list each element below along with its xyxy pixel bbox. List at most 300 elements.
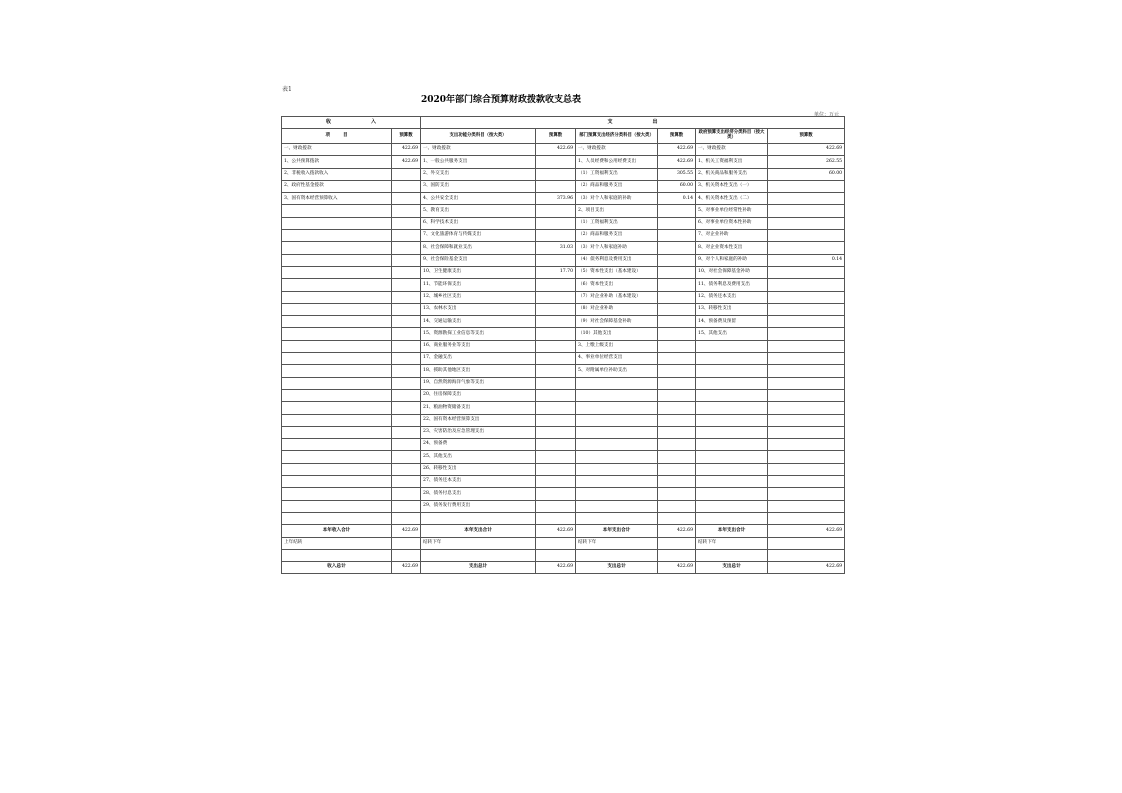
label-cell [282,279,392,291]
label-cell: 10、对社会保障基金补助 [696,266,768,278]
label-cell: 9、社会保险基金支出 [421,254,536,266]
label-cell [696,476,768,488]
amount-cell [768,193,845,205]
amount-cell [392,205,421,217]
amount-cell: 60.00 [768,168,845,180]
label-cell: 14、交通运输支出 [421,316,536,328]
amount-cell [536,316,576,328]
dept-econ-header: 部门预算支出经济分类科目（按大类） [576,129,658,144]
amount-cell [392,389,421,401]
label-cell: 上年结转 [282,537,392,549]
empty-cell [536,512,576,524]
amount-cell [768,402,845,414]
amount-cell [658,402,696,414]
label-cell [576,451,658,463]
label-cell [696,340,768,352]
amount-cell [658,279,696,291]
amount-cell [658,254,696,266]
label-cell [282,500,392,512]
label-cell [282,328,392,340]
amount-cell [658,500,696,512]
amount-cell [536,414,576,426]
amount-cell [658,365,696,377]
amount-cell [392,168,421,180]
amount-cell [392,365,421,377]
amount-cell [536,217,576,229]
label-cell: 一、财政拨款 [282,144,392,156]
label-cell [282,353,392,365]
amount-cell [536,537,576,549]
label-cell [282,488,392,500]
label-cell: （8）对企业补助 [576,303,658,315]
amount-cell [392,254,421,266]
table-row [282,205,845,217]
label-cell: 19、自然资源海洋气象等支出 [421,377,536,389]
label-cell [696,365,768,377]
label-cell: （4）债务利息及费用支出 [576,254,658,266]
amount-cell [536,389,576,401]
amount-cell: 31.03 [536,242,576,254]
amount-cell [392,291,421,303]
carry-row [282,537,845,549]
label-cell: 支出总计 [576,562,658,574]
table-row [282,254,845,266]
amount-cell [658,217,696,229]
amount-cell [392,340,421,352]
label-cell [282,316,392,328]
label-cell: （10）其他支出 [576,328,658,340]
label-cell [282,451,392,463]
amount-cell [768,488,845,500]
label-cell [282,414,392,426]
amount-cell [658,316,696,328]
amount-cell [768,205,845,217]
amount-cell [768,266,845,278]
amount-cell: 422.69 [768,144,845,156]
amount-cell [392,500,421,512]
label-cell [696,389,768,401]
label-cell [282,230,392,242]
label-cell [696,426,768,438]
amount-cell [536,168,576,180]
amount-cell: 60.00 [658,180,696,192]
amount-cell [536,328,576,340]
label-cell: 3、国防支出 [421,180,536,192]
income-header: 收 入 [282,117,421,129]
amount-cell [768,537,845,549]
label-cell [576,439,658,451]
label-cell: （6）资本性支出 [576,279,658,291]
label-cell: 12、城乡社区支出 [421,291,536,303]
amount-cell [768,500,845,512]
empty-cell [536,549,576,561]
amount-cell [768,291,845,303]
label-cell: 3、国有资本经营预算收入 [282,193,392,205]
table-row [282,168,845,180]
label-cell: 29、债务发行费用支出 [421,500,536,512]
amount-cell: 0.14 [768,254,845,266]
table-row [282,328,845,340]
label-cell: 3、机关资本性支出（一） [696,180,768,192]
label-cell: （1）工资福利支出 [576,217,658,229]
empty-cell [658,549,696,561]
label-cell: 支出总计 [696,562,768,574]
label-cell: （2）商品和服务支出 [576,230,658,242]
label-cell [696,402,768,414]
amount-cell [768,476,845,488]
amount-cell: 422.69 [392,144,421,156]
amount-cell [658,476,696,488]
amount-cell [392,242,421,254]
table-row [282,193,845,205]
amount-cell: 0.14 [658,193,696,205]
amount-cell [768,377,845,389]
label-cell: 22、国有资本经营预算支出 [421,414,536,426]
label-cell: 8、社会保障和就业支出 [421,242,536,254]
table-tag: 表1 [282,86,292,93]
empty-cell [768,549,845,561]
amount-cell [658,353,696,365]
table-row [282,402,845,414]
empty-cell [658,512,696,524]
label-cell: 24、预备费 [421,439,536,451]
label-cell [696,439,768,451]
label-cell [282,439,392,451]
amount-cell: 17.70 [536,266,576,278]
amount-cell [392,463,421,475]
label-cell [282,365,392,377]
label-cell [282,254,392,266]
label-cell: 3、上缴上级支出 [576,340,658,352]
unit-label: 单位：万元 [814,112,840,118]
label-cell: 12、债务还本支出 [696,291,768,303]
label-cell: 15、资源勘探工业信息等支出 [421,328,536,340]
amount-cell [658,291,696,303]
label-cell [282,426,392,438]
empty-cell [392,512,421,524]
table-row [282,439,845,451]
amount-cell [768,353,845,365]
budget-header: 预算数 [768,129,845,144]
label-cell: 7、对企业补助 [696,230,768,242]
table-row [282,463,845,475]
amount-cell [658,426,696,438]
label-cell: 21、粮油物资储备支出 [421,402,536,414]
item-header: 项 目 [282,129,392,144]
amount-cell [658,340,696,352]
amount-cell [392,279,421,291]
amount-cell [536,365,576,377]
label-cell: 5、对附属单位补助支出 [576,365,658,377]
label-cell: 一、财政拨款 [421,144,536,156]
empty-cell [576,549,658,561]
label-cell: 结转下年 [421,537,536,549]
label-cell: 10、卫生健康支出 [421,266,536,278]
label-cell [576,426,658,438]
label-cell: 2、非税收入拨款收入 [282,168,392,180]
label-cell: 2、项目支出 [576,205,658,217]
label-cell: 23、灾害防治及应急管理支出 [421,426,536,438]
empty-cell [696,549,768,561]
amount-cell [658,230,696,242]
amount-cell [768,340,845,352]
amount-cell [536,353,576,365]
label-cell: 11、节能环保支出 [421,279,536,291]
table-row [282,389,845,401]
label-cell [576,476,658,488]
label-cell: 本年支出合计 [421,525,536,537]
amount-cell [768,328,845,340]
amount-cell [392,414,421,426]
label-cell: 本年收入合计 [282,525,392,537]
amount-cell [658,439,696,451]
table-row [282,217,845,229]
label-cell [282,217,392,229]
label-cell: （7）对企业补助（基本建设） [576,291,658,303]
label-cell [576,488,658,500]
amount-cell [768,439,845,451]
label-cell: 支出总计 [421,562,536,574]
amount-cell: 422.69 [392,562,421,574]
amount-cell [768,303,845,315]
table-row [282,144,845,156]
label-cell: 13、转移性支出 [696,303,768,315]
table-row [282,414,845,426]
label-cell: 26、转移性支出 [421,463,536,475]
label-cell [696,488,768,500]
amount-cell [392,439,421,451]
amount-cell [658,537,696,549]
label-cell: 结转下年 [696,537,768,549]
empty-cell [392,549,421,561]
empty-cell [576,512,658,524]
amount-cell [768,180,845,192]
label-cell: 2、政府性基金拨款 [282,180,392,192]
amount-cell: 422.69 [658,525,696,537]
amount-cell [658,488,696,500]
table-row [282,426,845,438]
empty-cell [421,549,536,561]
amount-cell: 422.69 [768,525,845,537]
label-cell: 2、外交支出 [421,168,536,180]
amount-cell: 373.96 [536,193,576,205]
label-cell [282,242,392,254]
amount-cell: 422.69 [658,144,696,156]
label-cell [576,463,658,475]
amount-cell [768,451,845,463]
budget-header: 预算数 [658,129,696,144]
label-cell: （1）工资福利支出 [576,168,658,180]
amount-cell [536,180,576,192]
amount-cell [536,500,576,512]
amount-cell [536,156,576,168]
amount-cell [392,377,421,389]
amount-cell [768,217,845,229]
amount-cell [768,279,845,291]
label-cell: 7、文化旅游体育与传媒支出 [421,230,536,242]
label-cell: （3）对个人和家庭补助 [576,242,658,254]
amount-cell [768,242,845,254]
amount-cell [392,180,421,192]
label-cell [576,500,658,512]
amount-cell: 305.55 [658,168,696,180]
amount-cell: 262.55 [768,156,845,168]
func-class-header: 支出功能分类科目（按大类） [421,129,536,144]
amount-cell [536,439,576,451]
label-cell: 1、一般公共服务支出 [421,156,536,168]
label-cell: 一、财政拨款 [696,144,768,156]
amount-cell [536,254,576,266]
label-cell [282,205,392,217]
header-row-1 [282,117,845,129]
label-cell: 4、机关资本性支出（二） [696,193,768,205]
label-cell: 18、援助其他地区支出 [421,365,536,377]
label-cell: 1、公共预算拨款 [282,156,392,168]
label-cell [576,389,658,401]
empty-cell [282,549,392,561]
label-cell: 4、事业单位经营支出 [576,353,658,365]
amount-cell [392,402,421,414]
amount-cell [536,402,576,414]
label-cell: 25、其他支出 [421,451,536,463]
label-cell: （2）商品和服务支出 [576,180,658,192]
amount-cell [536,291,576,303]
page-title: 2020年部门综合预算财政拨款收支总表 [420,95,582,105]
label-cell: 17、金融支出 [421,353,536,365]
label-cell [282,402,392,414]
amount-cell [768,463,845,475]
label-cell: 16、商业服务业等支出 [421,340,536,352]
label-cell [696,500,768,512]
label-cell: 4、公共安全支出 [421,193,536,205]
budget-header: 预算数 [392,129,421,144]
table-row [282,242,845,254]
empty-cell [282,512,392,524]
amount-cell [658,414,696,426]
label-cell: 15、其他支出 [696,328,768,340]
label-cell [282,463,392,475]
label-cell [696,451,768,463]
header-row-2 [282,129,845,144]
label-cell [696,377,768,389]
amount-cell [658,242,696,254]
amount-cell [536,205,576,217]
label-cell: 本年支出合计 [696,525,768,537]
amount-cell [658,328,696,340]
amount-cell: 422.69 [392,525,421,537]
amount-cell [392,353,421,365]
budget-table [281,116,845,574]
label-cell: 6、对事业单位资本性补助 [696,217,768,229]
amount-cell [658,463,696,475]
label-cell: 11、债务利息及费用支出 [696,279,768,291]
amount-cell [658,451,696,463]
amount-cell [392,230,421,242]
amount-cell [768,230,845,242]
label-cell: 9、对个人和家庭的补助 [696,254,768,266]
empty-cell [696,512,768,524]
label-cell: 1、机关工资福利支出 [696,156,768,168]
label-cell [696,414,768,426]
expense-header: 支 出 [421,117,845,129]
label-cell [576,414,658,426]
amount-cell [536,451,576,463]
empty-cell [421,512,536,524]
amount-cell [392,451,421,463]
amount-cell: 422.69 [536,525,576,537]
table-row [282,266,845,278]
amount-cell [658,205,696,217]
table-row [282,488,845,500]
table-row [282,377,845,389]
label-cell [282,291,392,303]
amount-cell: 422.69 [536,144,576,156]
amount-cell [768,316,845,328]
amount-cell [536,488,576,500]
amount-cell [536,426,576,438]
table-row [282,279,845,291]
amount-cell: 422.69 [392,156,421,168]
amount-cell [392,426,421,438]
label-cell [282,389,392,401]
label-cell: （9）对社会保障基金补助 [576,316,658,328]
budget-header: 预算数 [536,129,576,144]
amount-cell [536,463,576,475]
label-cell: （5）资本性支出（基本建设） [576,266,658,278]
amount-cell [658,303,696,315]
amount-cell [658,266,696,278]
gov-econ-header: 政府预算支出经济分类科目（按大类） [696,129,768,144]
label-cell [282,303,392,315]
empty-cell [768,512,845,524]
table-row [282,451,845,463]
label-cell: 本年支出合计 [576,525,658,537]
amount-cell [392,266,421,278]
table-row [282,500,845,512]
amount-cell [658,377,696,389]
label-cell: 结转下年 [576,537,658,549]
amount-cell: 422.69 [658,156,696,168]
table-row [282,340,845,352]
amount-cell [536,303,576,315]
amount-cell [658,389,696,401]
table-row [282,303,845,315]
amount-cell [536,377,576,389]
label-cell: 1、人员经费和公用经费支出 [576,156,658,168]
table-row [282,230,845,242]
label-cell [576,402,658,414]
label-cell: 5、对事业单位经常性补助 [696,205,768,217]
amount-cell [536,476,576,488]
label-cell [696,463,768,475]
label-cell [282,377,392,389]
label-cell: 8、对企业资本性支出 [696,242,768,254]
amount-cell [768,414,845,426]
label-cell: 2、机关商品和服务支出 [696,168,768,180]
label-cell: 5、教育支出 [421,205,536,217]
amount-cell [392,476,421,488]
label-cell [282,476,392,488]
amount-cell [768,426,845,438]
amount-cell: 422.69 [768,562,845,574]
amount-cell [536,340,576,352]
label-cell [576,377,658,389]
amount-cell [768,389,845,401]
table-row [282,316,845,328]
year-total-row [282,525,845,537]
table-row [282,291,845,303]
label-cell: 27、债务还本支出 [421,476,536,488]
